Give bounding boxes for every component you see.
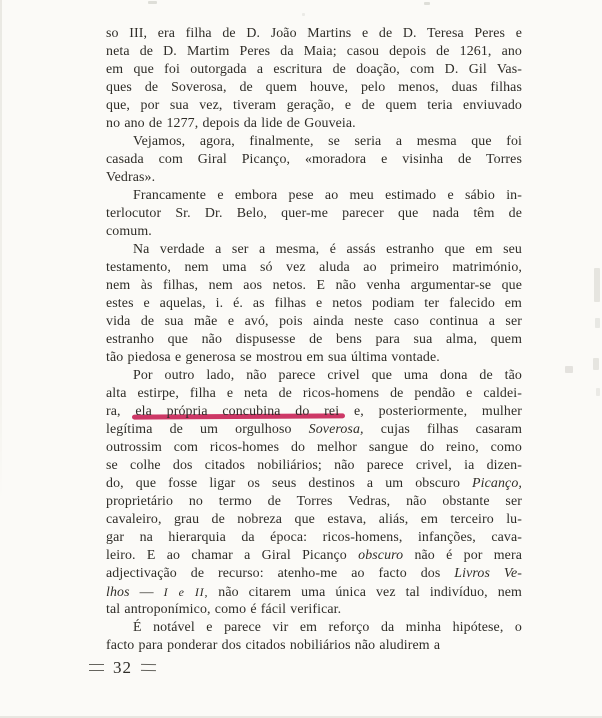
text-line (106, 421, 522, 439)
text-segment: vida de sua mãe e avó, pois ainda neste caso continua a ser (106, 314, 522, 329)
text-line (106, 349, 522, 367)
text-line (106, 115, 522, 133)
text-line (106, 583, 522, 601)
text-segment: comum. (106, 224, 152, 239)
text-line (106, 331, 522, 349)
text-segment: se colhe dos citados nobiliários; não parece crivel, ia dizen- (106, 458, 522, 473)
text-segment: gar na hierarquia da época: ricos-homens, infanções, cava- (106, 530, 522, 545)
paragraph (106, 367, 522, 619)
text-segment: obscuro (358, 548, 404, 563)
text-line (106, 133, 522, 151)
text-line (106, 385, 522, 403)
text-line (106, 637, 522, 655)
text-segment: proprietário no termo de Torres Vedras, não obstante ser (106, 494, 522, 509)
text-line (106, 43, 522, 61)
text-line (106, 151, 522, 169)
text-line (106, 187, 522, 205)
text-line (106, 439, 522, 457)
scan-artifact (302, 13, 305, 16)
text-line (106, 277, 522, 295)
text-segment: não é por mera (403, 548, 523, 563)
page-text (106, 25, 522, 655)
text-line (106, 97, 522, 115)
text-segment: Francamente e embora pese ao meu estimado e sábio in- (133, 188, 522, 203)
text-segment: leiro. E ao chamar a Giral Picanço (106, 548, 359, 563)
paragraph (106, 133, 522, 187)
text-line (106, 79, 522, 97)
text-line (106, 403, 522, 421)
text-segment: — (129, 585, 164, 600)
scan-artifact (595, 318, 600, 328)
text-line (106, 169, 522, 187)
scan-artifact (594, 268, 600, 302)
text-segment: tão piedosa e generosa se mostrou em sua última vontade. (106, 350, 440, 365)
text-line (106, 367, 522, 385)
text-segment: do, que fosse ligar os seus destinos a um obscuro (106, 476, 473, 491)
scan-artifact (424, 2, 430, 5)
text-line (106, 529, 522, 547)
text-segment: É notável e parece vir em reforço da minha hipótese, o (133, 620, 522, 635)
text-segment: estes e aquelas, i. é. as filhas e netos podiam ter falecido em (106, 296, 522, 311)
text-line (106, 25, 522, 43)
scan-artifact (596, 388, 600, 396)
text-line (106, 205, 522, 223)
paragraph (106, 241, 522, 367)
text-segment: cavaleiro, grau de nobreza que estava, aliás, em terceiro lu- (106, 512, 522, 527)
text-segment: Por outro lado, não parece crivel que uma dona de tão (133, 368, 522, 383)
text-segment: testamento, nem uma só vez aluda ao primeiro matrimónio, (106, 260, 522, 275)
text-segment: não citarem uma única vez tal indivíduo, nem (208, 585, 522, 600)
text-line (106, 493, 522, 511)
text-segment: Vedras». (106, 170, 156, 185)
text-segment: neta de D. Martim Peres da Maia; casou depois de 1261, ano (106, 44, 522, 59)
scan-artifact (565, 366, 573, 373)
text-segment: Livros Ve- (454, 566, 523, 581)
text-segment: lhos (106, 585, 130, 600)
text-segment: casada com Giral Picanço, «moradora e visinha de Torres (106, 152, 522, 167)
text-segment: que, por sua vez, tiveram geração, e de quem teria enviuvado (106, 98, 522, 113)
text-segment: cujas filhas casaram (363, 422, 523, 437)
text-line (106, 61, 522, 79)
text-line (106, 619, 522, 637)
page-number: 32 (113, 658, 132, 677)
text-segment: terlocutor Sr. Dr. Belo, quer-me parecer que nada têm de (106, 206, 522, 221)
text-segment: Soverosa, (308, 422, 364, 437)
text-segment: ques de Soverosa, de quem houve, pelo menos, duas filhas (106, 80, 522, 95)
text-segment: e, posteriormente, mulher (339, 404, 522, 419)
red-underlined-phrase: ela própria concubina do rei (135, 404, 340, 419)
text-line (106, 259, 522, 277)
text-line (106, 601, 522, 619)
page-footer (89, 659, 156, 676)
text-line (106, 241, 522, 259)
text-segment: em que foi outorgada a escritura de doação, com D. Gil Vas- (106, 62, 522, 77)
footer-ornament-left-icon (89, 664, 104, 671)
text-segment: Vejamos, agora, finalmente, se seria a mesma que foi (133, 134, 522, 149)
text-line (106, 313, 522, 331)
text-segment: outrossim com ricos-homes do melhor sangue do reino, como (106, 440, 522, 455)
paragraph (106, 187, 522, 241)
text-segment: facto para ponderar dos citados nobiliários não aludirem a (106, 638, 441, 653)
text-segment: no ano de 1277, depois da lide de Gouveia. (106, 116, 356, 131)
scan-artifact (593, 358, 599, 370)
text-segment: ra, (106, 404, 136, 419)
paragraph (106, 619, 522, 655)
footer-ornament-right-icon (141, 664, 156, 671)
text-line (106, 295, 522, 313)
scan-edge-left (0, 0, 2, 500)
text-segment: nem às filhas, nem aos netos. E não venha argumentar-se que (106, 278, 522, 293)
paragraph (106, 25, 522, 133)
text-segment: Picanço, (472, 476, 522, 491)
text-line (106, 565, 522, 583)
text-segment: tal antroponímico, como é fácil verificar. (106, 602, 342, 617)
text-segment: legítima de um orgulhoso (106, 422, 309, 437)
text-segment: so III, era filha de D. João Martins e de D. Teresa Peres e (106, 26, 522, 41)
text-line (106, 475, 522, 493)
text-line (106, 457, 522, 475)
text-line (106, 547, 522, 565)
text-segment: adjectivação de recurso: atenho-me ao facto dos (106, 566, 455, 581)
scan-artifact (148, 1, 157, 4)
text-segment: estranho que não dispusesse de bens para sua alma, quem (106, 332, 522, 347)
text-segment: Na verdade a ser a mesma, é assás estranho que em seu (133, 242, 522, 257)
text-segment: I e II, (163, 585, 209, 599)
text-line (106, 223, 522, 241)
text-line (106, 511, 522, 529)
text-segment: alta estirpe, filha e neta de ricos-homens de pendão e caldei- (106, 386, 522, 401)
